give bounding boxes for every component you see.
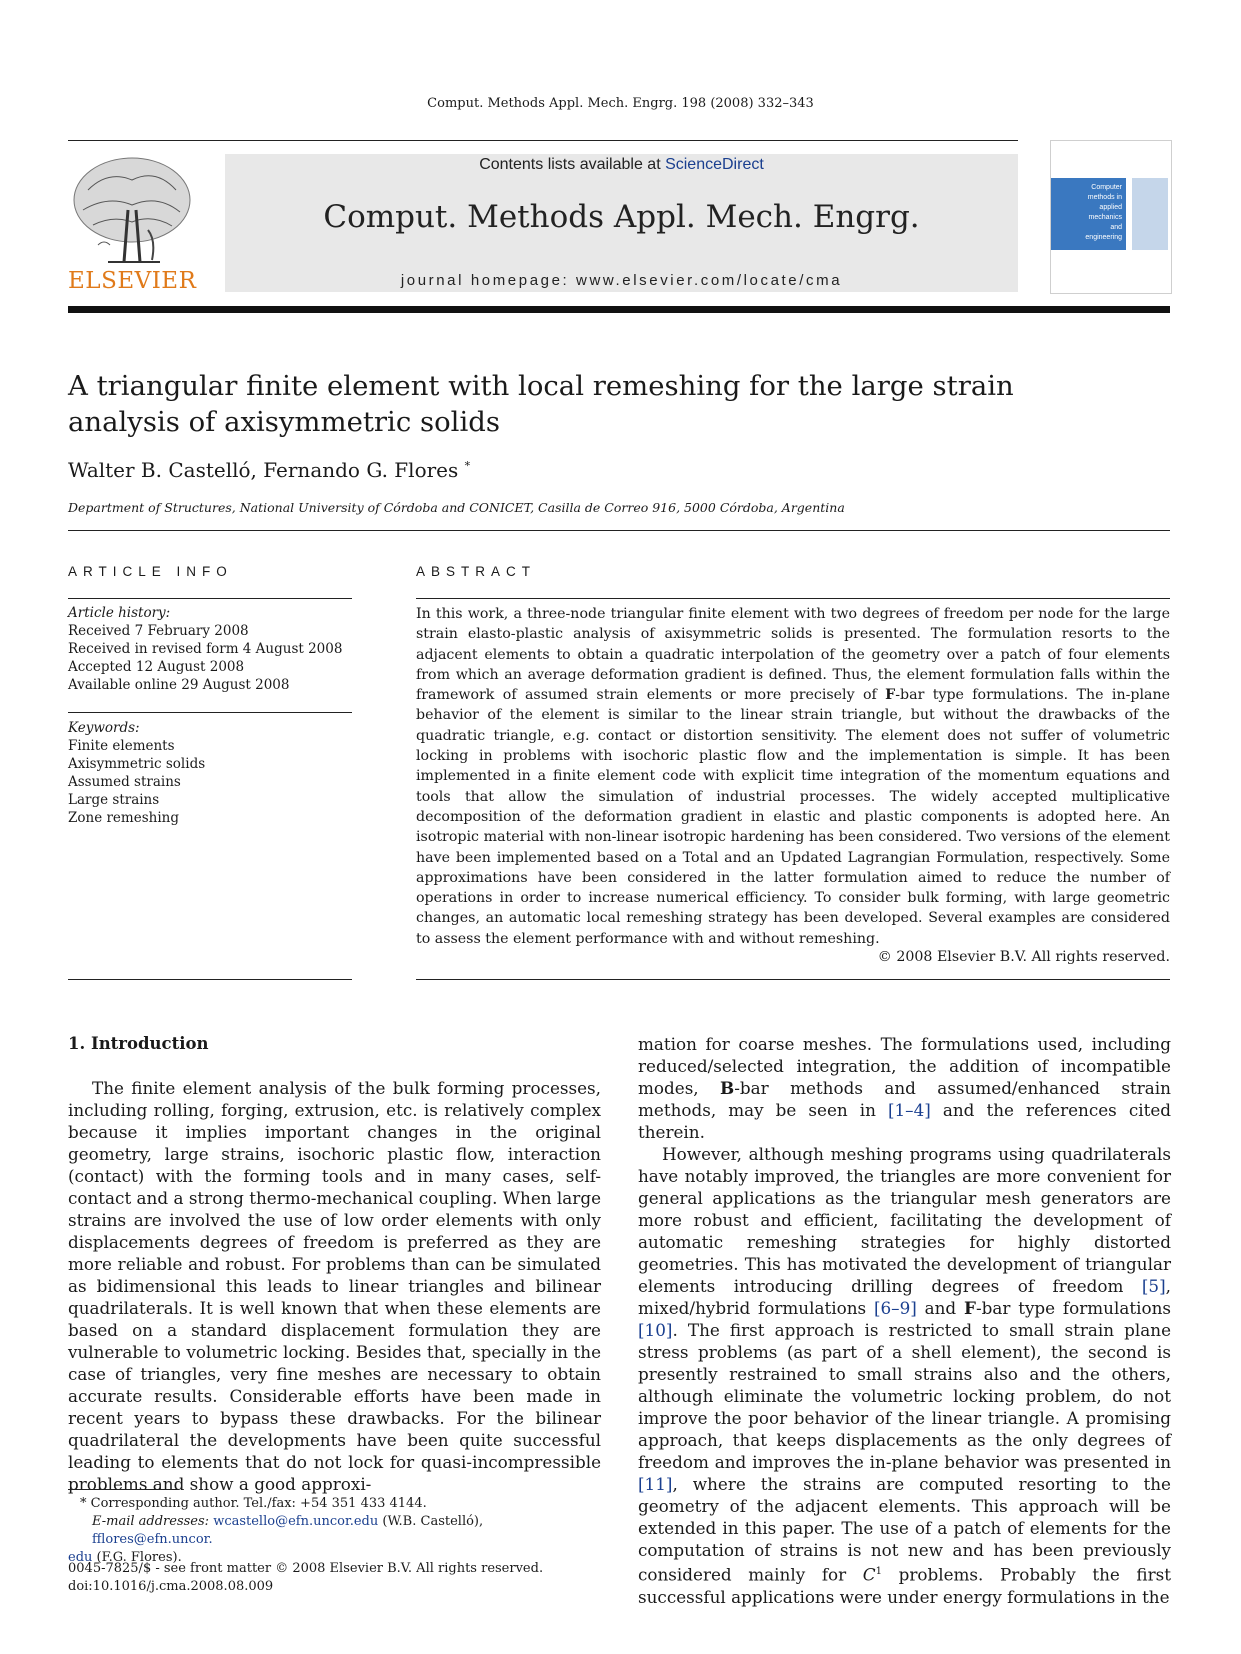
section-heading-introduction: 1. Introduction (68, 1034, 209, 1053)
authors: Walter B. Castelló, Fernando G. Flores (68, 458, 459, 482)
reference-link[interactable]: [1–4] (887, 1100, 931, 1120)
footnote-rule (68, 1489, 178, 1490)
corresponding-author-mark[interactable]: * (464, 459, 471, 473)
text-run: -bar methods and assumed/enhanced strain methods, may be seen in (638, 1078, 1171, 1120)
superscript: 1 (875, 1566, 882, 1577)
author-list (68, 458, 470, 482)
article-history (68, 604, 358, 694)
history-item: Received in revised form 4 August 2008 (68, 641, 343, 657)
cover-line: Computer (1091, 184, 1122, 191)
reference-link[interactable]: [10] (638, 1320, 673, 1340)
reference-link[interactable]: [11] (638, 1474, 673, 1494)
cover-line: mechanics (1088, 214, 1122, 221)
abstract-rule (416, 598, 1170, 599)
article-title: A triangular finite element with local remeshing for the large strain analysis of axisymmetric solids (68, 370, 1014, 438)
email-link[interactable]: fflores@efn.uncor. (92, 1532, 213, 1547)
article-info-rule (68, 598, 352, 599)
contents-line (225, 156, 1018, 174)
abstract-heading: ABSTRACT (416, 564, 537, 579)
reference-link[interactable]: [6–9] (873, 1298, 917, 1318)
text-run: -bar type formulations (975, 1298, 1171, 1318)
cover-line: methods in (1087, 194, 1122, 201)
reference-link[interactable]: [5] (1141, 1276, 1166, 1296)
doi-line[interactable]: doi:10.1016/j.cma.2008.08.009 (68, 1579, 274, 1594)
keyword-item: Zone remeshing (68, 810, 179, 826)
intro-paragraph (638, 1033, 1171, 1143)
issn-line: 0045-7825/$ - see front matter © 2008 Elsevier B.V. All rights reserved. (68, 1561, 544, 1576)
history-item: Available online 29 August 2008 (68, 677, 290, 693)
contents-prefix: Contents lists available at (479, 156, 666, 173)
text-run: problems. Probably the first successful applications were under energy formulations in the (638, 1564, 1171, 1607)
footnote-text: Corresponding author. Tel./fax: +54 351 433 4144. (86, 1496, 427, 1511)
email-link[interactable]: edu (68, 1550, 93, 1565)
cover-line: applied (1099, 204, 1122, 211)
keyword-item: Assumed strains (68, 774, 181, 790)
italic-c: C (862, 1564, 876, 1585)
history-label: Article history: (68, 605, 171, 621)
info-bottom-rule (68, 979, 352, 980)
cover-line: and (1110, 224, 1122, 231)
bold-f: F (964, 1298, 976, 1318)
text-run: However, although meshing programs using quadrilaterals have notably improved, the triangles are more convenient for general applications as the triangular mesh generators are more robust and efficient, facilitating the development of automatic remeshing strategies for highly distorted geometries. This has motivated the development of triangular elements introducing drilling degrees of freedom (638, 1144, 1171, 1296)
history-item: Received 7 February 2008 (68, 623, 249, 639)
intro-paragraph (638, 1143, 1171, 1608)
article-info-heading: ARTICLE INFO (68, 564, 233, 579)
text-run: and the references cited therein. (638, 1100, 1171, 1142)
abstract-text (416, 604, 1170, 949)
abstract-bold-f: F (885, 687, 896, 704)
text-run: . The first approach is restricted to small strain plane stress problems (as part of a shell element), the second is presently restrained to small strains also and the others, although eliminate the volumetric locking problem, do not improve the poor behavior of the linear triangle. A promising approach, that keeps displacements as the only degrees of freedom and improves the in-plane behavior was presented in (638, 1320, 1171, 1472)
journal-homepage[interactable]: journal homepage: www.elsevier.com/locate/cma (400, 272, 843, 289)
corresponding-author-note (68, 1495, 601, 1513)
cover-side-panel (1132, 178, 1168, 250)
abstract-bottom-rule (416, 979, 1170, 980)
cover-title-text (1054, 183, 1122, 243)
header-rule (68, 140, 1018, 141)
intro-paragraph-left: The finite element analysis of the bulk forming processes, including rolling, forging, extrusion, etc. is relatively complex because it implies important changes in the original geometry, large strains, isochoric plastic flow, interaction (contact) with the forming tools and in many cases, self-contact and a strong thermo-mechanical coupling. When large strains are involved the use of low order elements with only displacements degrees of freedom is preferred as they are more reliable and robust. For problems than can be simulated as bidimensional this leads to linear triangles and bilinear quadrilaterals. It is well known that when these elements are based on a standard displacement formulation they are vulnerable to volumetric locking. Besides that, specially in the case of triangles, very fine meshes are necessary to obtain accurate results. Considerable efforts have been made in recent years to bypass these drawbacks. For the bilinear quadrilateral the developments have been quite successful leading to elements that do not lock for quasi-incompressible problems and show a good approxi- (68, 1078, 601, 1494)
email-owner: (W.B. Castelló), (378, 1514, 484, 1529)
history-item: Accepted 12 August 2008 (68, 659, 245, 675)
journal-title: Comput. Methods Appl. Mech. Engrg. (323, 199, 920, 235)
keywords (68, 719, 358, 827)
email-link[interactable]: wcastello@efn.uncor.edu (213, 1514, 379, 1529)
abstract-part: In this work, a three-node triangular finite element with two degrees of freedom per node for the large strain elasto-plastic analysis of axisymmetric solids is presented. The formulation resorts to the adjacent elements to obtain a quadratic interpolation of the geometry over a patch of four elements from which an average deformation gradient is defined. Thus, the element formulation falls within the framework of assumed strain elements or more precisely of (416, 606, 1170, 704)
intro-right-column (638, 1033, 1171, 1608)
journal-citation: Comput. Methods Appl. Mech. Engrg. 198 (2008) 332–343 (427, 96, 814, 111)
header-thick-rule (68, 306, 1170, 313)
keywords-rule (68, 712, 352, 713)
keyword-item: Large strains (68, 792, 160, 808)
publisher-logo-text: ELSEVIER (68, 268, 197, 294)
keyword-item: Finite elements (68, 738, 175, 754)
footnote-mark: * (80, 1496, 87, 1511)
text-run: , where the strains are computed resorting to the geometry of the adjacent elements. This approach will be extended in this paper. The use of a patch of elements for the computation of strains is not new and has been previously considered mainly for (638, 1474, 1171, 1585)
sciencedirect-link[interactable]: ScienceDirect (665, 156, 764, 173)
keywords-label: Keywords: (68, 720, 140, 736)
text-run: mation for coarse meshes. The formulations used, including reduced/selected integration, the addition of incompatible modes, (638, 1034, 1171, 1098)
keyword-item: Axisymmetric solids (68, 756, 206, 772)
footnote (68, 1495, 601, 1567)
email-line (68, 1513, 601, 1549)
front-matter-info (68, 1560, 543, 1596)
affiliation: Department of Structures, National University of Córdoba and CONICET, Casilla de Correo 916, 5000 Córdoba, Argentina (68, 500, 845, 515)
email-label: E-mail addresses: (92, 1514, 210, 1529)
cover-line: engineering (1085, 234, 1122, 241)
email-owner: (F.G. Flores). (92, 1550, 182, 1565)
text-run: and (916, 1298, 965, 1318)
title-rule (68, 530, 1170, 531)
abstract-part: -bar type formulations. The in-plane behavior of the element is similar to the linear strain triangle, but without the drawbacks of the quadratic triangle, e.g. contact or distortion sensitivity. The element does not suffer of volumetric locking in problems with isochoric plastic flow and the implementation is simple. It has been implemented in a finite element code with explicit time integration of the momentum equations and tools that allow the simulation of industrial processes. The widely accepted multiplicative decomposition of the deformation gradient in elastic and plastic components is adopted here. An isotropic material with non-linear isotropic hardening has been considered. Two versions of the element have been implemented based on a Total and an Updated Lagrangian Formulation, respectively. Some approximations have been considered in the latter formulation aimed to reduce the number of operations in order to increase numerical efficiency. To consider bulk forming, with large geometric changes, an automatic local remeshing strategy has been developed. Several examples are considered to assess the element performance with and without remeshing. (416, 687, 1171, 947)
text-run: , mixed/hybrid formulations (638, 1276, 1171, 1318)
abstract-copyright: © 2008 Elsevier B.V. All rights reserved. (877, 949, 1170, 965)
bold-b: B (720, 1078, 735, 1098)
